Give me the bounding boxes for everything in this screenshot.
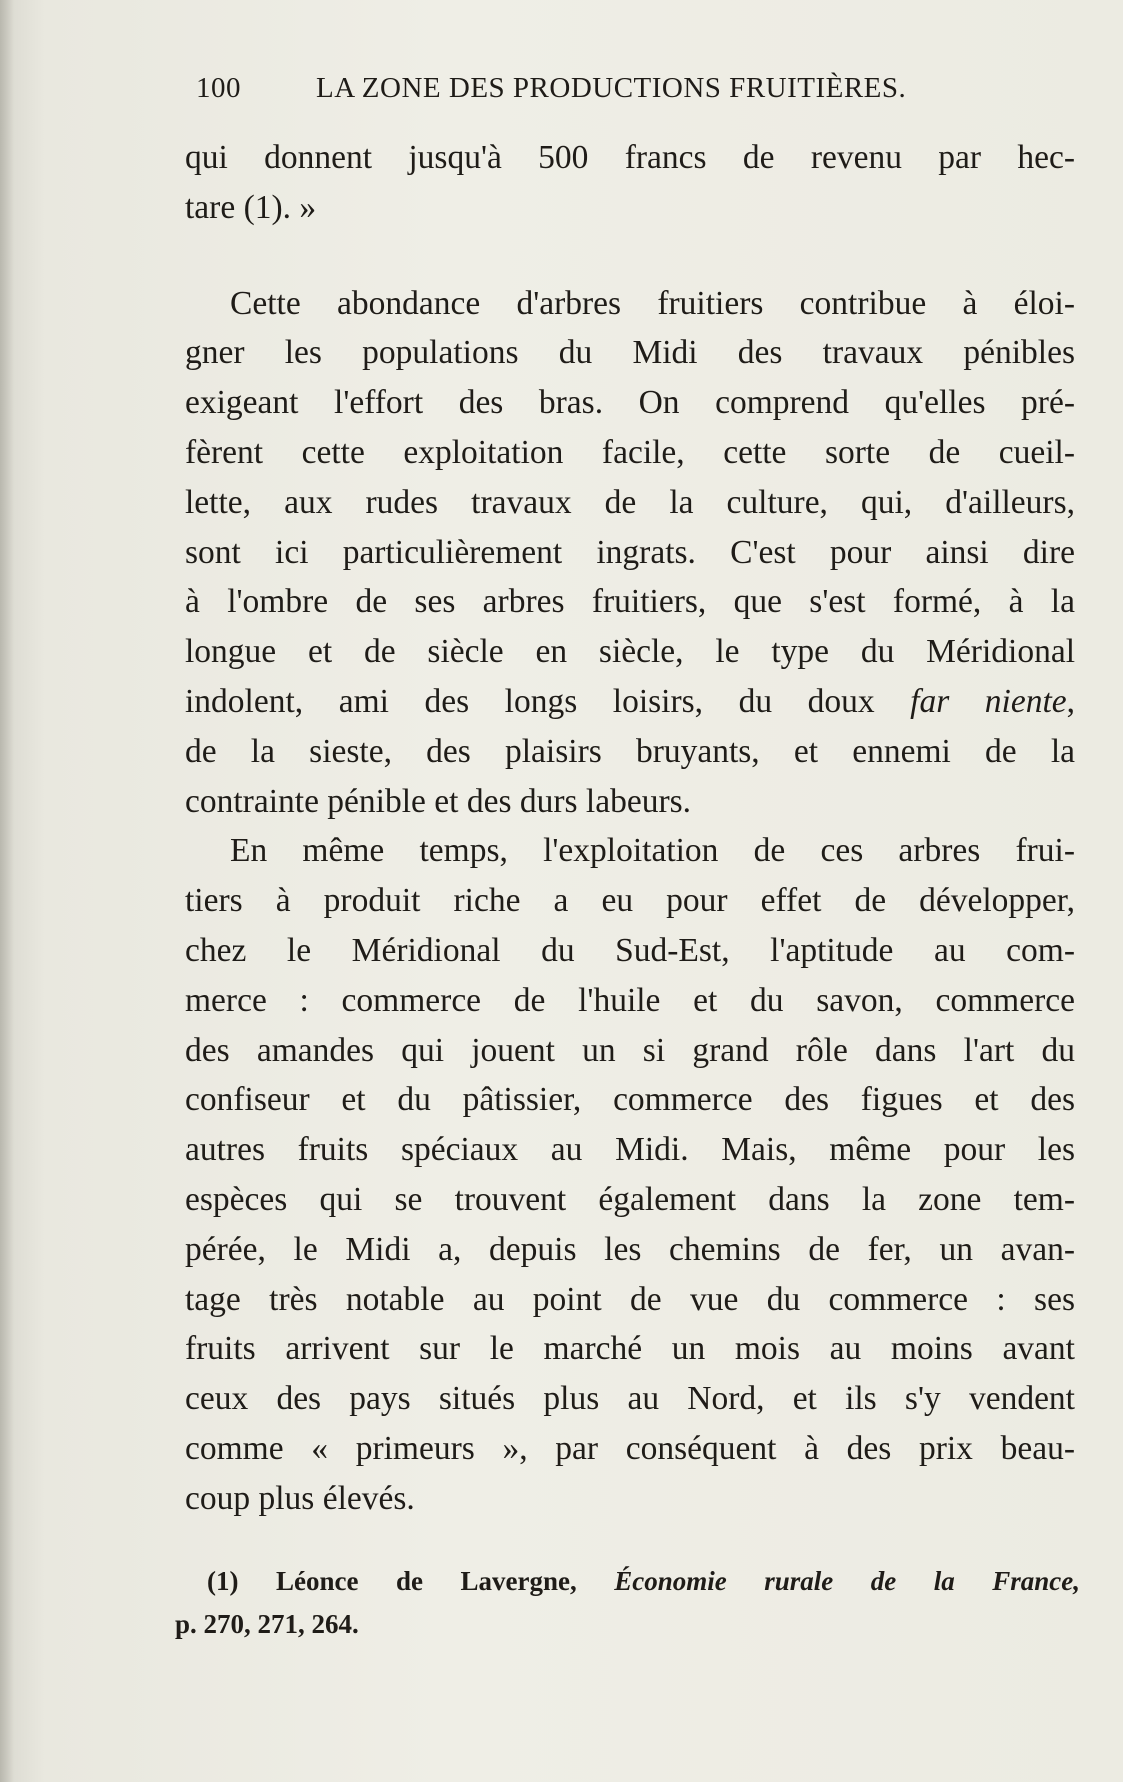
footnote-marker: (1)	[207, 1566, 239, 1596]
text-line: chez le Méridional du Sud-Est, l'aptitude au com-	[185, 931, 1075, 969]
text-line: longue et de siècle en siècle, le type du Méridional	[185, 633, 1075, 671]
text-line: espèces qui se trouvent également dans la zone tem-	[185, 1180, 1075, 1218]
text-line: lette, aux rudes travaux de la culture, qui, d'ailleurs,	[185, 483, 1075, 521]
text-line: fruits arrivent sur le marché un mois au moins avant	[185, 1330, 1075, 1368]
text-line: exigeant l'effort des bras. On comprend qu'elles pré-	[185, 384, 1075, 422]
text-line-with-italic	[185, 677, 1075, 727]
text-line: tare (1). »	[185, 188, 317, 226]
text-line: à l'ombre de ses arbres fruitiers, que s'est formé, à la	[185, 583, 1075, 621]
text-line: ceux des pays situés plus au Nord, et ils s'y vendent	[185, 1380, 1075, 1418]
footnote-line	[175, 1560, 1080, 1603]
text-line: comme « primeurs », par conséquent à des prix beau-	[185, 1429, 1075, 1467]
text-line: sont ici particulièrement ingrats. C'est pour ainsi dire	[185, 533, 1075, 571]
running-header	[196, 72, 986, 112]
text-line: tiers à produit riche a eu pour effet de développer,	[185, 882, 1075, 920]
text-line: tage très notable au point de vue du commerce : ses	[185, 1280, 1075, 1318]
text-line: autres fruits spéciaux au Midi. Mais, même pour les	[185, 1131, 1075, 1169]
text-line: confiseur et du pâtissier, commerce des figues et des	[185, 1081, 1075, 1119]
text-line: gner les populations du Midi des travaux pénibles	[185, 334, 1075, 372]
text-line: coup plus élevés.	[185, 1479, 415, 1517]
text-line: fèrent cette exploitation facile, cette sorte de cueil-	[185, 433, 1075, 471]
footnote-title: Économie rurale de la France,	[614, 1566, 1081, 1596]
running-title: LA ZONE DES PRODUCTIONS FRUITIÈRES.	[316, 72, 907, 104]
footnote	[175, 1560, 1080, 1646]
body-text	[185, 133, 1075, 1524]
text-line: de la sieste, des plaisirs bruyants, et ennemi de la	[185, 732, 1075, 770]
text-segment: ,	[1066, 682, 1075, 720]
text-line: des amandes qui jouent un si grand rôle dans l'art du	[185, 1031, 1075, 1069]
text-line: qui donnent jusqu'à 500 francs de revenu par hec-	[185, 139, 1075, 176]
text-line: Cette abondance d'arbres fruitiers contribue à éloi-	[230, 284, 1075, 322]
page-number: 100	[196, 72, 241, 104]
text-line: merce : commerce de l'huile et du savon, commerce	[185, 981, 1075, 1019]
text-segment: indolent, ami des longs loisirs, du doux	[185, 682, 911, 720]
text-line: pérée, le Midi a, depuis les chemins de fer, un avan-	[185, 1230, 1075, 1268]
text-line: contrainte pénible et des durs labeurs.	[185, 782, 692, 820]
text-line: En même temps, l'exploitation de ces arbres frui-	[230, 832, 1075, 870]
italic-phrase: far niente	[910, 682, 1067, 720]
footnote-author: Léonce de Lavergne,	[276, 1566, 577, 1596]
footnote-pages: p. 270, 271, 264.	[175, 1609, 359, 1639]
gutter-shadow	[0, 0, 14, 1782]
